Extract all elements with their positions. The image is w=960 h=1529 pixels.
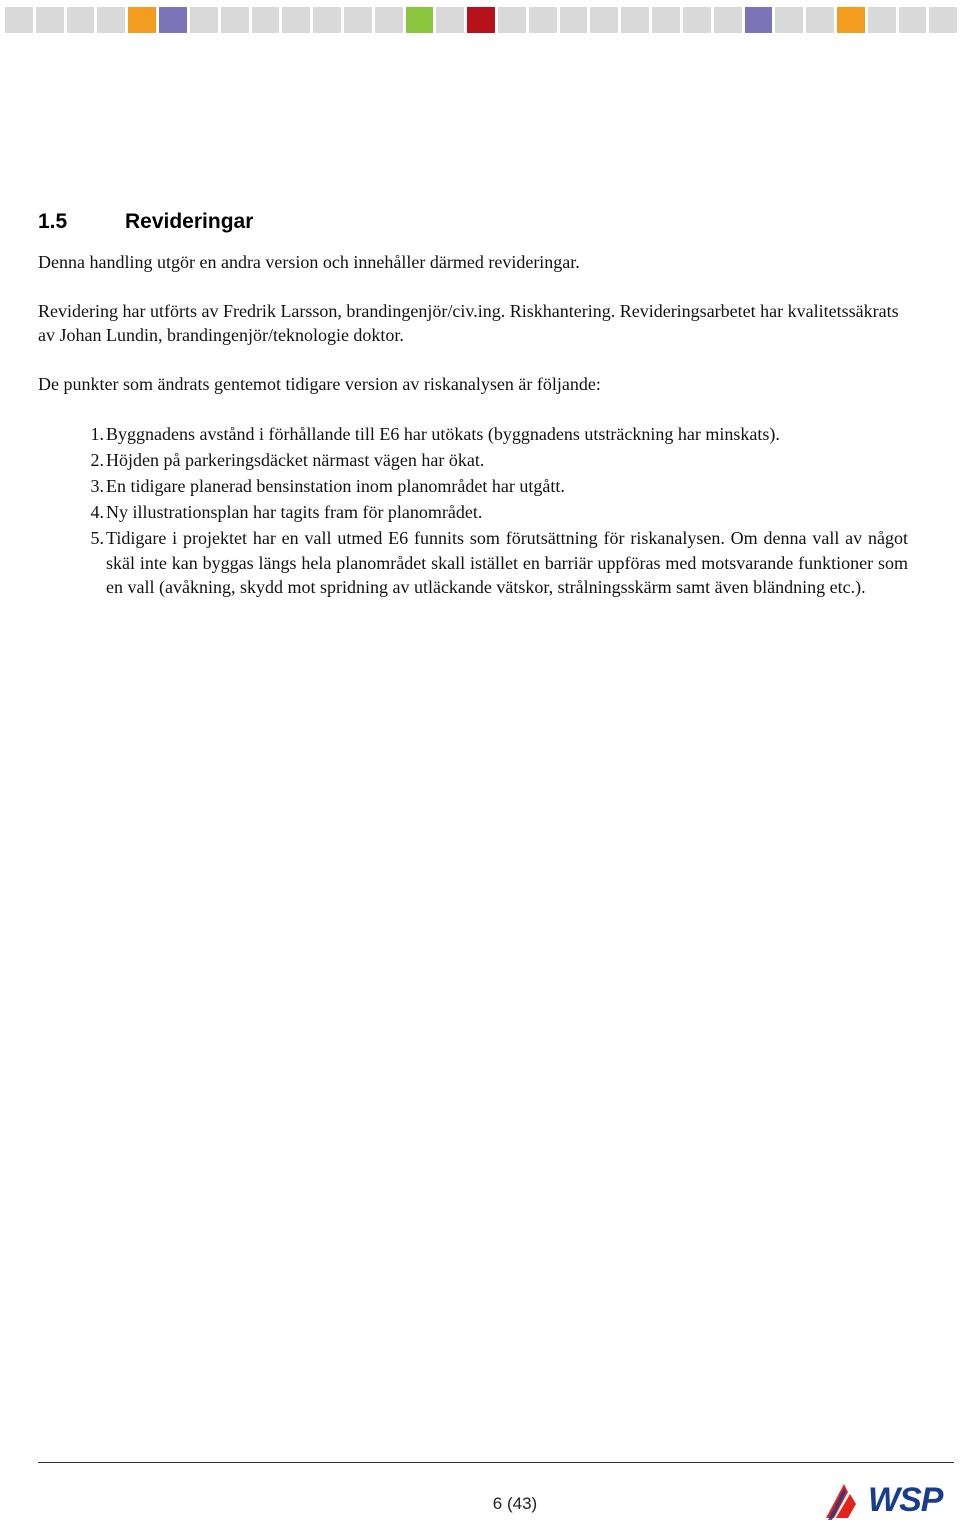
header-bar-square — [529, 7, 557, 33]
header-bar-square — [560, 7, 588, 33]
list-item-text: Byggnadens avstånd i förhållande till E6 har utökats (byggnadens utsträckning har minskats). — [106, 424, 780, 444]
header-bar-square — [899, 7, 927, 33]
header-bar-square — [436, 7, 464, 33]
header-bar-square — [806, 7, 834, 33]
header-bar-square — [221, 7, 249, 33]
header-bar-square — [67, 7, 95, 33]
list-item — [38, 500, 908, 525]
header-bar-square — [775, 7, 803, 33]
header-bar-square — [837, 7, 865, 33]
paragraph-changes-intro: De punkter som ändrats gentemot tidigare version av riskanalysen är följande: — [38, 374, 601, 394]
header-bar-square — [621, 7, 649, 33]
header-bar-square — [745, 7, 773, 33]
header-bar-square — [652, 7, 680, 33]
header-bar-square — [313, 7, 341, 33]
list-item-number: 1. — [90, 424, 104, 444]
header-bar-square — [344, 7, 372, 33]
header-bar-square — [5, 7, 33, 33]
section-number: 1.5 — [38, 210, 68, 233]
list-item — [38, 448, 908, 473]
list-item — [38, 474, 908, 499]
header-bar-square — [282, 7, 310, 33]
header-bar-square — [590, 7, 618, 33]
wsp-logo — [822, 1478, 958, 1522]
header-bar-square — [498, 7, 526, 33]
list-item — [38, 422, 908, 447]
list-item-text: Ny illustrationsplan har tagits fram för planområdet. — [106, 502, 483, 522]
header-bar-square — [375, 7, 403, 33]
header-bar-square — [406, 7, 434, 33]
changes-list — [38, 422, 908, 601]
section-title: Revideringar — [125, 210, 254, 233]
header-bar-square — [36, 7, 64, 33]
header-bar-square — [683, 7, 711, 33]
section-heading — [38, 210, 253, 234]
wsp-logo-wordmark: WSP — [868, 1480, 943, 1519]
header-bar-square — [190, 7, 218, 33]
header-bar-square — [929, 7, 957, 33]
list-item-text: En tidigare planerad bensinstation inom planområdet har utgått. — [106, 476, 565, 496]
header-bar-square — [467, 7, 495, 33]
page-number: 6 (43) — [492, 1494, 538, 1513]
list-item-number: 5. — [90, 528, 104, 548]
header-bar-square — [159, 7, 187, 33]
header-bar-square — [252, 7, 280, 33]
header-bar-square — [868, 7, 896, 33]
list-item-text: Höjden på parkeringsdäcket närmast vägen har ökat. — [106, 450, 485, 470]
paragraph-revision-authors: Revidering har utförts av Fredrik Larsson, brandingenjör/civ.ing. Riskhantering. Revideringsarbetet har kvalitetssäkrats av Johan Lundin, brandingenjör/teknologie doktor. — [38, 301, 899, 345]
header-color-bar — [5, 7, 957, 33]
list-item-number: 3. — [90, 476, 104, 496]
header-bar-square — [714, 7, 742, 33]
list-item-text: Tidigare i projektet har en vall utmed E6 funnits som förutsättning för riskanalysen. Om denna vall av något skäl inte kan byggas längs hela planområdet skall istället en barriär uppföras med motsvarande funktioner som en vall (avåkning, skydd mot spridning av utläckande vätskor, strålningsskärm samt även bländning etc.). — [106, 528, 908, 597]
header-bar-square — [128, 7, 156, 33]
header-bar-square — [97, 7, 125, 33]
wsp-logo-mark-icon — [822, 1478, 866, 1522]
list-item-number: 2. — [90, 450, 104, 470]
list-item — [38, 526, 908, 600]
list-item-number: 4. — [90, 502, 104, 522]
paragraph-version-note: Denna handling utgör en andra version och innehåller därmed revideringar. — [38, 252, 580, 272]
footer-divider — [38, 1462, 954, 1463]
